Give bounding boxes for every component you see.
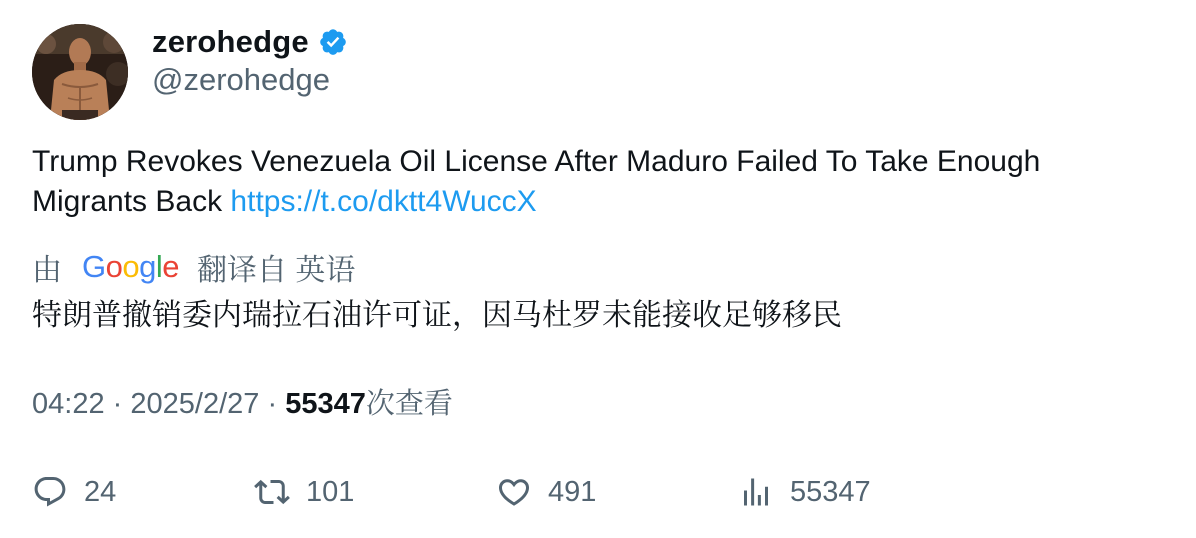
meta-separator: · [267, 388, 278, 420]
heart-icon [496, 474, 532, 510]
tweet-meta [32, 384, 453, 424]
views-action-count: 55347 [790, 475, 871, 508]
like-button[interactable] [496, 470, 596, 514]
translation-attribution [32, 246, 355, 288]
reply-button[interactable] [32, 470, 116, 514]
retweet-icon [254, 474, 290, 510]
reply-icon [32, 474, 68, 510]
verified-badge-icon [318, 27, 348, 57]
meta-separator: · [112, 388, 123, 420]
translation-suffix: 翻译自 英语 [197, 254, 356, 287]
avatar[interactable] [32, 24, 128, 120]
views-count: 55347 [285, 388, 366, 420]
reply-count: 24 [84, 475, 117, 508]
retweet-button[interactable] [254, 470, 354, 514]
display-name[interactable]: zerohedge [152, 24, 309, 59]
retweet-count: 101 [306, 475, 355, 508]
action-bar [32, 470, 1172, 514]
google-logo: Google [82, 249, 180, 284]
translation-prefix: 由 [32, 254, 62, 287]
author-handle[interactable]: @zerohedge [152, 62, 330, 97]
bar-chart-icon [738, 474, 774, 510]
author-name-row[interactable] [152, 22, 348, 62]
tweet-time[interactable]: 04:22 [32, 388, 105, 420]
views-label: 次查看 [365, 388, 453, 420]
tweet-text-body: Trump Revokes Venezuela Oil License After Maduro Failed To Take Enough Migrants Back [32, 145, 1041, 218]
avatar-image [32, 24, 128, 120]
tweet-link[interactable]: https://t.co/dktt4WuccX [230, 185, 537, 218]
tweet-text [32, 142, 1162, 222]
translated-text: 特朗普撤销委内瑞拉石油许可证，因马杜罗未能接收足够移民 [32, 299, 842, 332]
views-button[interactable] [738, 470, 871, 514]
like-count: 491 [548, 475, 597, 508]
tweet-date[interactable]: 2025/2/27 [130, 388, 260, 420]
